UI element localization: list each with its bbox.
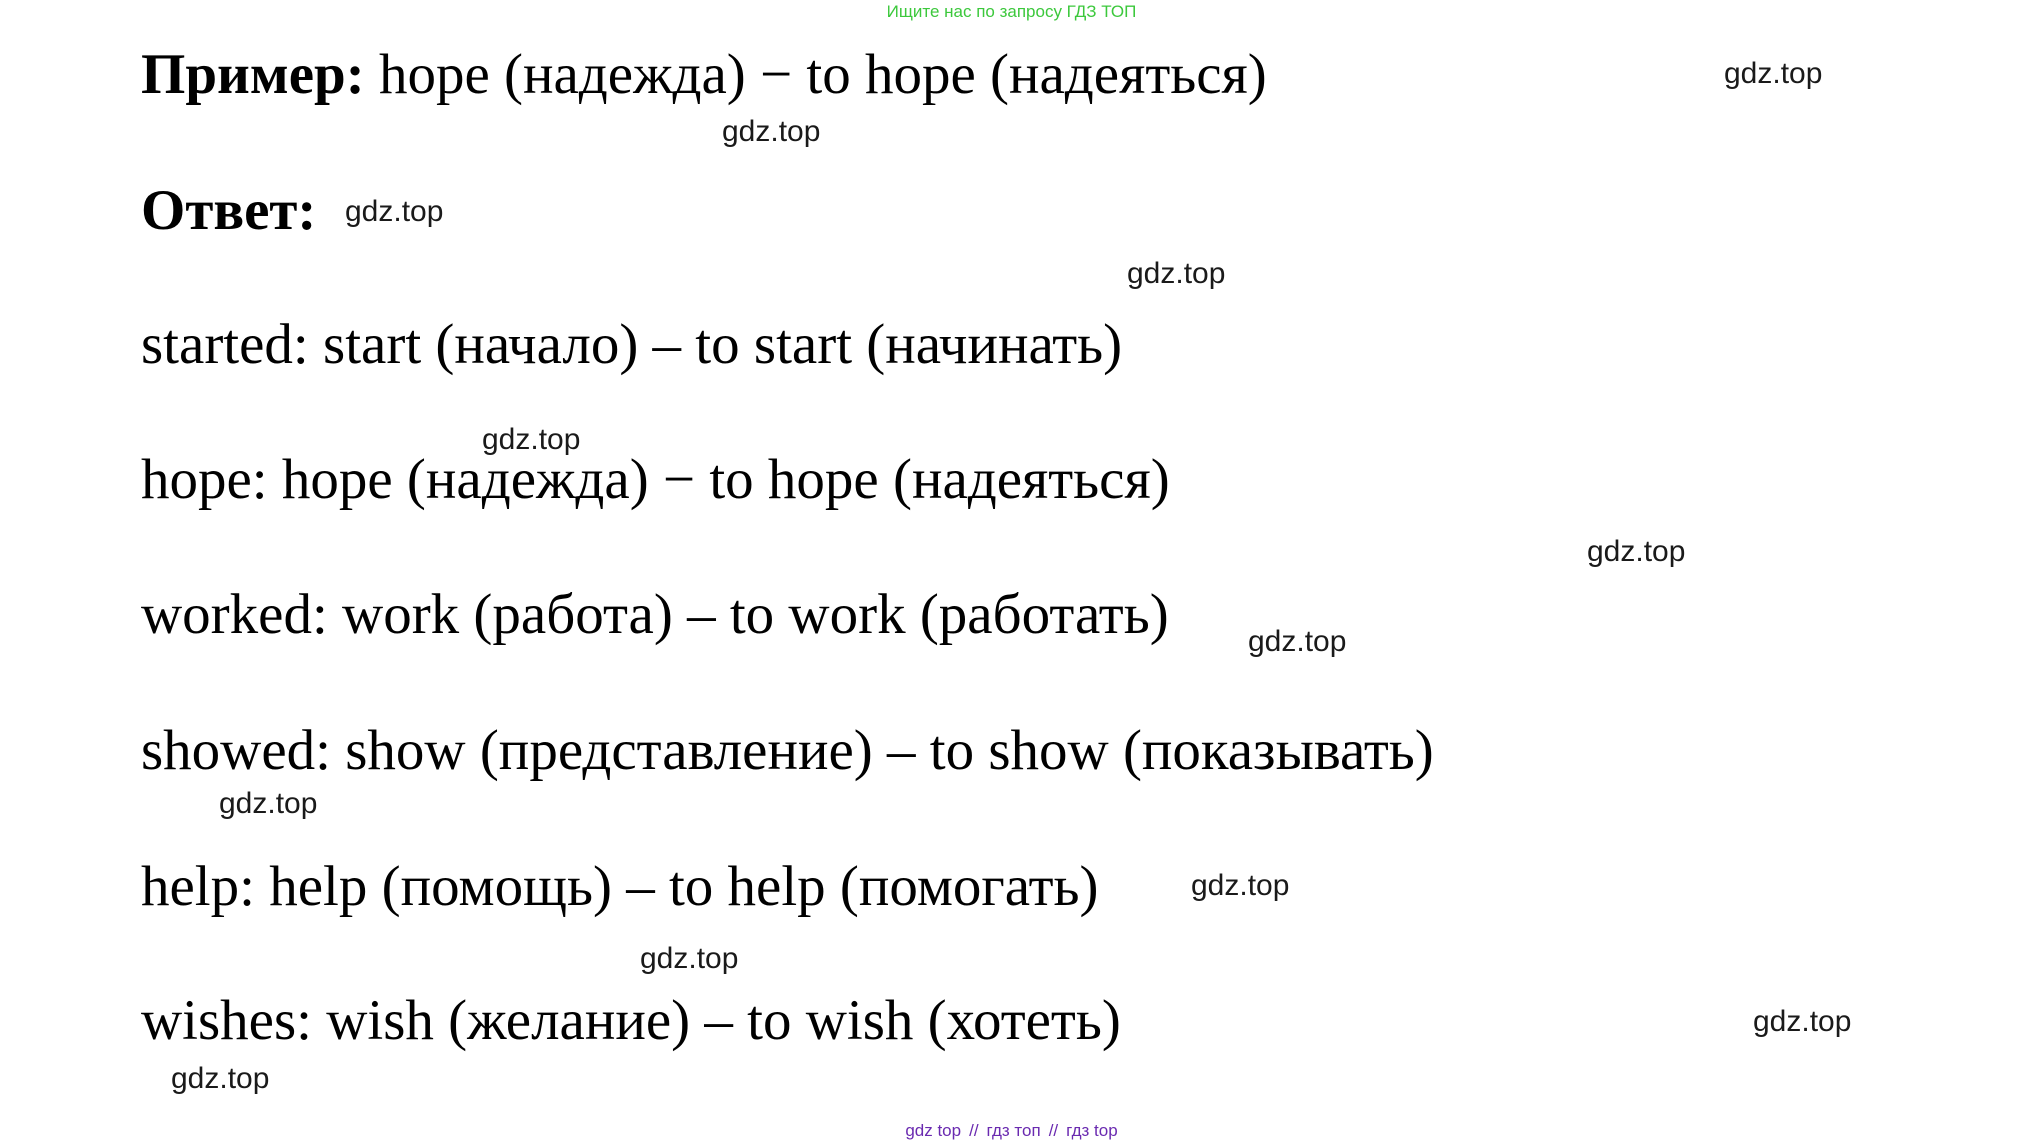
watermark: gdz.top bbox=[482, 423, 581, 456]
footer-links bbox=[0, 1120, 2023, 1142]
top-banner: Ищите нас по запросу ГДЗ ТОП bbox=[886, 2, 1137, 21]
watermark: gdz.top bbox=[219, 787, 318, 820]
watermark: gdz.top bbox=[1724, 57, 1823, 90]
footer-link[interactable]: гдз топ bbox=[986, 1121, 1041, 1140]
footer-separator: // bbox=[969, 1121, 979, 1140]
watermark: gdz.top bbox=[1587, 535, 1686, 568]
watermark: gdz.top bbox=[171, 1062, 270, 1095]
answer-label: Ответ: bbox=[141, 179, 317, 242]
footer-separator: // bbox=[1048, 1121, 1059, 1140]
watermark: gdz.top bbox=[640, 942, 739, 975]
example-label: Пример: bbox=[141, 43, 365, 106]
footer-link[interactable]: gdz top bbox=[905, 1121, 962, 1140]
answer-line-worked: worked: work (работа) – to work (работать) bbox=[141, 583, 1169, 646]
answer-heading bbox=[141, 178, 316, 244]
footer-link[interactable]: гдз top bbox=[1066, 1121, 1118, 1140]
watermark: gdz.top bbox=[345, 195, 444, 228]
watermark: gdz.top bbox=[1248, 625, 1347, 658]
example-text: hope (надежда) − to hope (надеяться) bbox=[364, 43, 1267, 106]
answer-line-hope: hope: hope (надежда) − to hope (надеяться) bbox=[141, 448, 1170, 511]
watermark: gdz.top bbox=[1127, 257, 1226, 290]
answer-line-started: started: start (начало) – to start (начинать) bbox=[141, 313, 1123, 376]
watermark: gdz.top bbox=[1191, 869, 1290, 902]
answer-line-wishes: wishes: wish (желание) – to wish (хотеть) bbox=[141, 989, 1121, 1052]
watermark: gdz.top bbox=[1753, 1005, 1852, 1038]
watermark: gdz.top bbox=[722, 115, 821, 148]
example-line bbox=[141, 42, 1267, 108]
answer-line-help: help: help (помощь) – to help (помогать) bbox=[141, 855, 1099, 918]
answer-line-showed: showed: show (представление) – to show (показывать) bbox=[141, 719, 1434, 782]
